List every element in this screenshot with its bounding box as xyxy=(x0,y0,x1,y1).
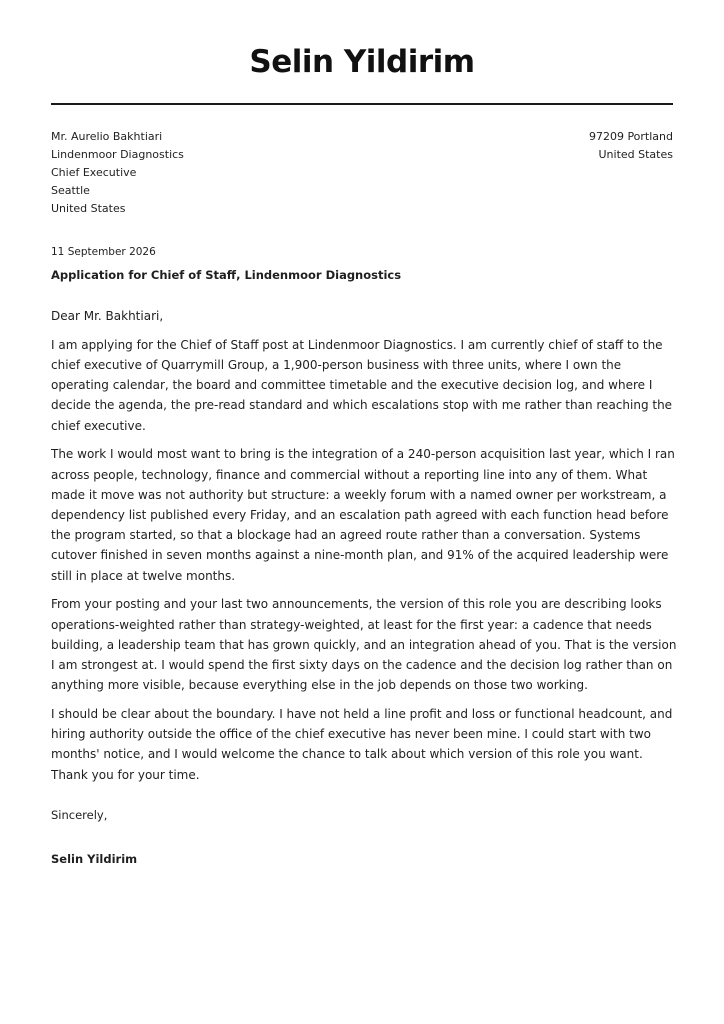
closing: Sincerely, xyxy=(51,808,108,822)
body-paragraph: I am applying for the Chief of Staff post at Lindenmoor Diagnostics. I am currently chief of staff to the chief executive of Quarrymill Group, a 1,900-person business with three units, where I own the operating calendar, the board and committee timetable and the executive decision log, and where I decide the agenda, the pre-read standard and which escalations stop with me rather than reaching the chief executive. xyxy=(51,337,673,433)
sender-country: United States xyxy=(598,148,673,161)
recipient-name: Mr. Aurelio Bakhtiari xyxy=(51,130,163,143)
applicant-name-heading: Selin Yildirim xyxy=(249,44,475,80)
recipient-city: Seattle xyxy=(51,184,90,197)
letter-body xyxy=(51,306,677,793)
recipient-title: Chief Executive xyxy=(51,166,137,179)
signature-name: Selin Yildirim xyxy=(51,852,138,866)
header-divider xyxy=(51,103,673,105)
body-paragraph: I should be clear about the boundary. I have not held a line profit and loss or functional headcount, and hiring authority outside the office of the chief executive has never been mine. I could start with two months' notice, and I would welcome the chance to talk about which version of this role you want. Thank you for your time. xyxy=(51,707,673,782)
letter-subject: Application for Chief of Staff, Lindenmoor Diagnostics xyxy=(51,268,402,282)
body-paragraph: From your posting and your last two announcements, the version of this role you are describing looks operations-weighted rather than strategy-weighted, at least for the first year: a cadence that needs building, a leadership team that has grown quickly, and an integration ahead of you. That is the version I am strongest at. I would spend the first sixty days on the cadence and the decision log rather than on anything more visible, because everything else in the job depends on those two working. xyxy=(51,597,677,693)
letter-date: 11 September 2026 xyxy=(51,246,156,258)
body-paragraph: The work I would most want to bring is the integration of a 240-person acquisition last year, which I ran across people, technology, finance and commercial without a reporting line into any of them. What made it move was not authority but structure: a weekly forum with a named owner per workstream, a dependency list published every Friday, and an escalation path agreed with each function head before the program started, so that a blockage had an agreed route rather than a conversation. Systems cutover finished in seven months against a nine-month plan, and 91% of the acquired leadership were still in place at twelve months. xyxy=(51,447,675,583)
recipient-country: United States xyxy=(51,202,126,215)
recipient-address-block xyxy=(51,128,184,218)
sender-postal-city: 97209 Portland xyxy=(588,130,673,143)
recipient-company: Lindenmoor Diagnostics xyxy=(51,148,184,161)
sender-address-block xyxy=(589,128,673,164)
salutation: Dear Mr. Bakhtiari, xyxy=(51,309,164,323)
